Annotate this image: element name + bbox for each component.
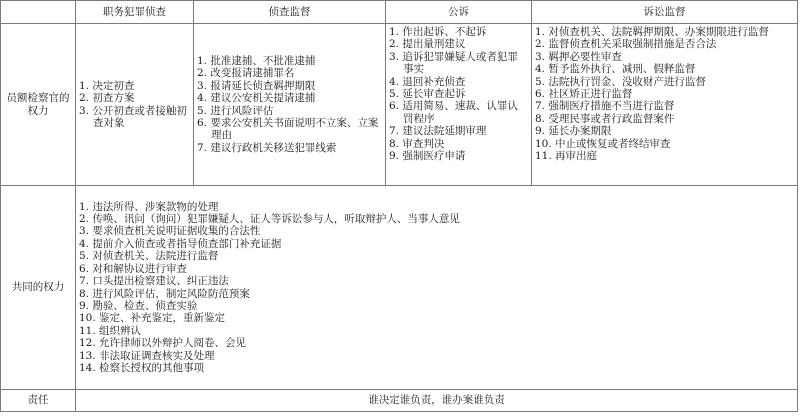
list-item: 4. 暂予监外执行、减刑、假释监督	[535, 63, 696, 76]
header-prosecution: 公诉	[386, 1, 532, 24]
list-item: 3. 追诉犯罪嫌疑人或者犯罪事实	[389, 50, 518, 76]
list-item: 4. 提前介入侦查或者指导侦查部门补充证据	[79, 237, 282, 250]
list-item: 14. 检察长授权的其他事项	[79, 361, 205, 374]
list-item: 1. 批准逮捕、不批准逮捕	[197, 54, 316, 67]
prosecution-list	[389, 26, 528, 162]
list-item: 7. 建议行政机关移送犯罪线索	[197, 141, 337, 154]
list-item: 12. 允许律师以外辩护人阅卷、会见	[79, 337, 247, 350]
list-item: 6. 对和解协议进行审查	[79, 262, 187, 275]
list-item: 13. 非法取证调查核实及处理	[79, 349, 215, 362]
powers-label-line: 权力	[27, 104, 49, 117]
list-item: 9. 强制医疗申请	[389, 150, 466, 163]
list-item: 2. 监督侦查机关采取强制措施是否合法	[535, 38, 717, 51]
list-item: 8. 受理民事或者行政监督案件	[535, 112, 675, 125]
list-item: 7. 强制医疗措施不当进行监督	[535, 100, 675, 113]
shared-powers-cell	[76, 186, 798, 390]
powers-label-line: 员额检察官的	[6, 92, 70, 105]
list-item: 3. 公开初查或者接触初查对象	[79, 104, 187, 129]
header-litigation: 诉讼监督	[532, 1, 798, 24]
list-item: 2. 初查方案	[79, 92, 135, 105]
list-item: 1. 作出起诉、不起诉	[389, 26, 487, 38]
responsibility-row	[1, 390, 798, 412]
investigation-list	[79, 80, 190, 130]
list-item: 8. 审查判决	[389, 137, 445, 150]
list-item: 1. 违法所得、涉案款物的处理	[79, 200, 219, 213]
header-row	[1, 1, 798, 24]
investigation-cell	[76, 24, 194, 186]
list-item: 11. 组织辨认	[79, 324, 142, 337]
list-item: 4. 退回补充侦查	[389, 75, 466, 88]
list-item: 5. 法院执行罚金、没收财产进行监督	[535, 75, 706, 88]
supervision-list	[197, 55, 382, 154]
list-item: 9. 勘验、检查、侦查实验	[79, 299, 198, 312]
list-item: 7. 口头提出检察建议、纠正违法	[79, 275, 229, 288]
responsibility-label: 责任	[1, 390, 76, 412]
list-item: 8. 进行风险评估，制定风险防范预案	[79, 287, 250, 300]
list-item: 3. 要求侦查机关说明证据收集的合法性	[79, 225, 261, 238]
shared-powers-row	[1, 186, 798, 390]
list-item: 4. 建议公安机关提请逮捕	[197, 92, 316, 105]
list-item: 3. 羁押必要性审查	[535, 50, 622, 63]
list-item: 5. 进行风险评估	[197, 104, 274, 117]
responsibility-value: 谁决定谁负责，谁办案谁负责	[76, 390, 798, 412]
shared-powers-label: 共同的权力	[1, 186, 76, 390]
list-item: 7. 建议法院延期审理	[389, 125, 487, 138]
list-item: 6. 要求公安机关书面说明不立案、立案理由	[197, 116, 379, 142]
powers-row	[1, 24, 798, 186]
header-blank	[1, 1, 76, 24]
list-item: 6. 适用简易、速裁、认罪认罚程序	[389, 100, 518, 125]
list-item: 5. 延长审查起诉	[389, 88, 466, 101]
header-investigation: 职务犯罪侦查	[76, 1, 194, 24]
list-item: 2. 传唤、讯问（询问）犯罪嫌疑人、证人等诉讼参与人，听取辩护人、当事人意见	[79, 213, 460, 226]
list-item: 11. 再审出庭	[535, 150, 598, 163]
header-supervision: 侦查监督	[194, 1, 386, 24]
litigation-list	[535, 26, 794, 162]
list-item: 3. 报请延长侦查羁押期限	[197, 79, 316, 92]
list-item: 9. 延长办案期限	[535, 125, 612, 138]
list-item: 1. 对侦查机关、法院羁押期限、办案期限进行监督	[535, 26, 769, 38]
supervision-cell	[194, 24, 386, 186]
list-item: 6. 社区矫正进行监督	[535, 88, 633, 101]
prosecution-cell	[386, 24, 532, 186]
list-item: 1. 决定初查	[79, 79, 135, 92]
litigation-cell	[532, 24, 798, 186]
list-item: 2. 改变报请逮捕罪名	[197, 67, 295, 80]
powers-row-label	[1, 24, 76, 186]
shared-powers-list	[79, 201, 794, 375]
list-item: 2. 提出量刑建议	[389, 38, 466, 51]
list-item: 10. 中止或恢复或者终结审查	[535, 137, 671, 150]
list-item: 10. 鉴定、补充鉴定，重新鉴定	[79, 312, 226, 325]
list-item: 5. 对侦查机关、法院进行监督	[79, 250, 219, 263]
